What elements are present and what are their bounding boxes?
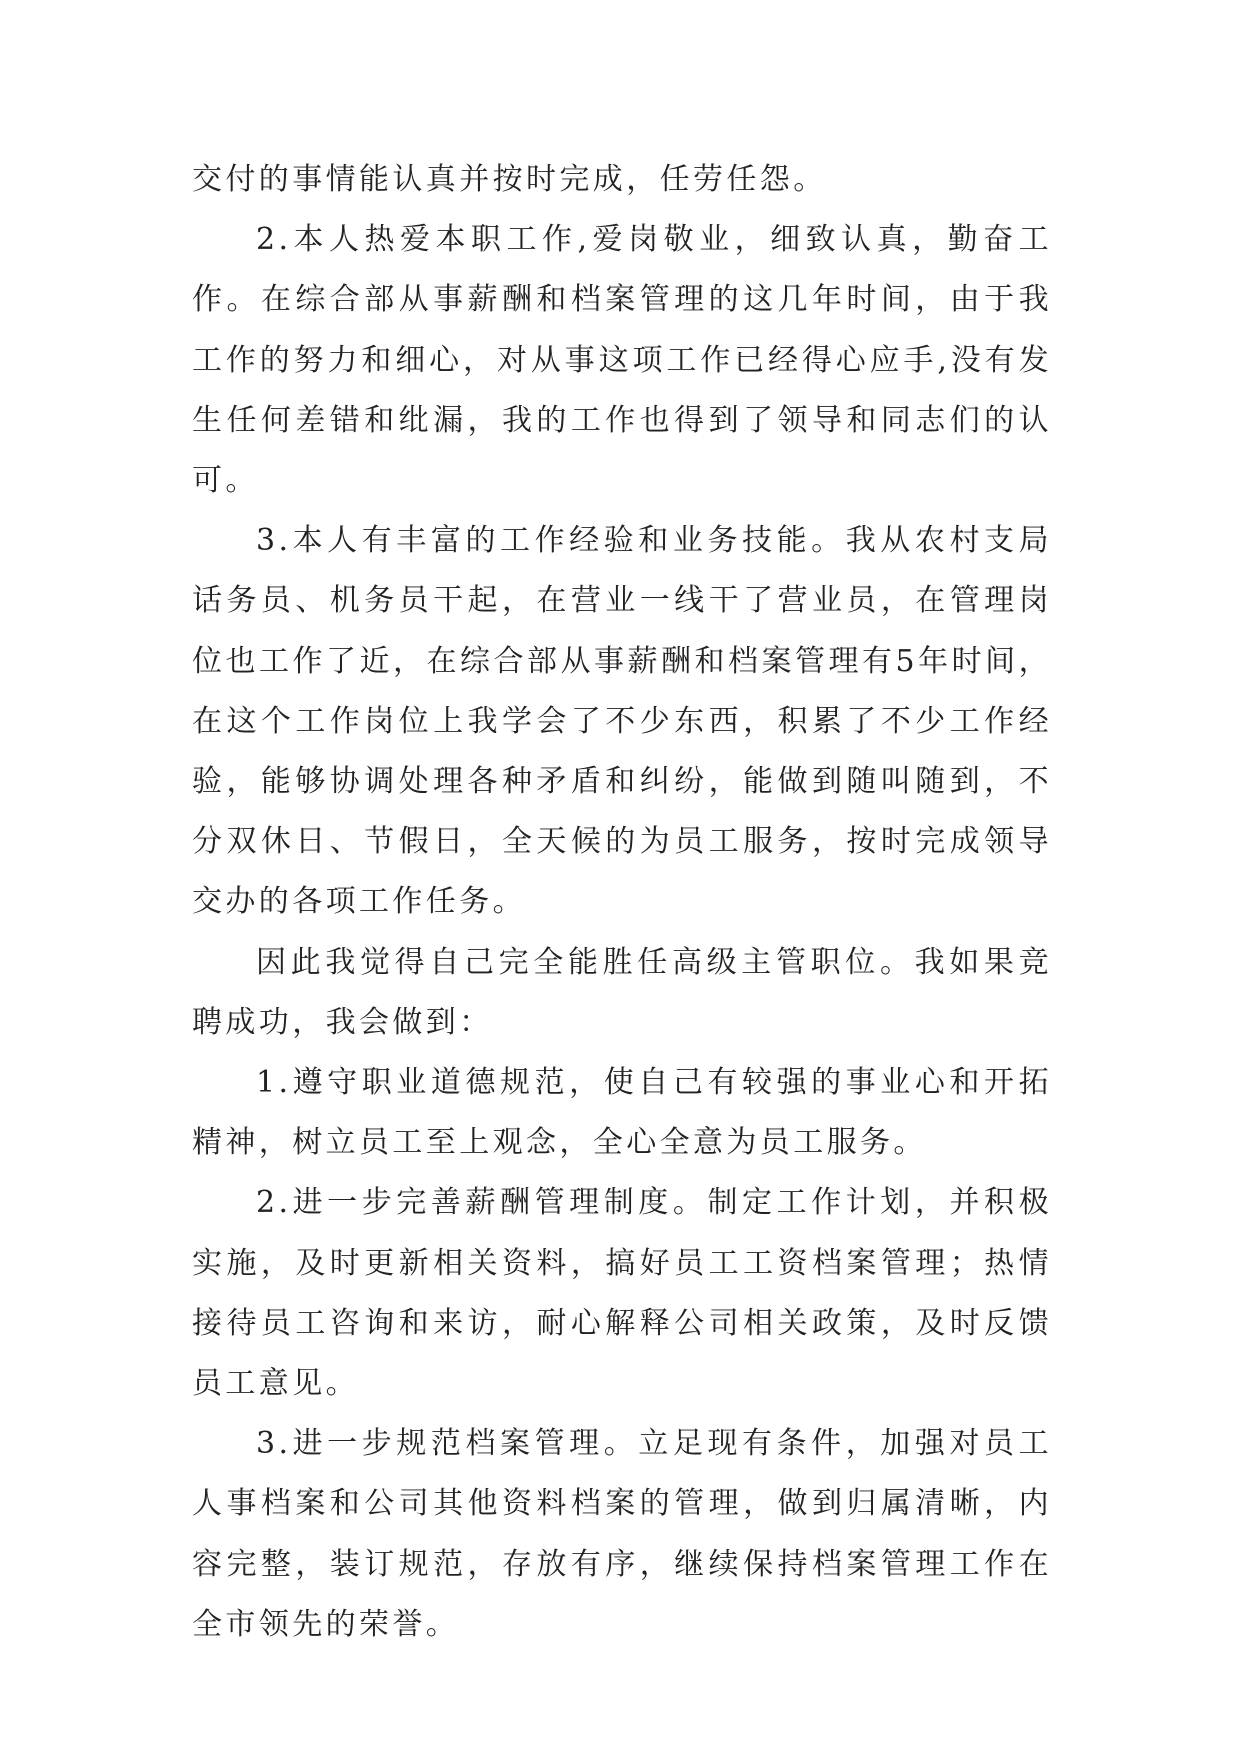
paragraph-plan-1-ethics: 1.遵守职业道德规范，使自己有较强的事业心和开拓精神，树立员工至上观念，全心全意为员工服务。 (192, 1065, 1052, 1161)
paragraph-conclusion: 因此我觉得自己完全能胜任高级主管职位。我如果竞聘成功，我会做到： (192, 944, 1052, 1040)
paragraph-point-2-dedication: 2.本人热爱本职工作,爱岗敬业，细致认真，勤奋工作。在综合部从事薪酬和档案管理的这几年时间，由于我工作的努力和细心，对从事这项工作已经得心应手,没有发生任何差错和纰漏，我的工作也得到了领导和同志们的认可。 (192, 222, 1052, 499)
paragraph-plan-2-salary: 2.进一步完善薪酬管理制度。制定工作计划，并积极实施，及时更新相关资料，搞好员工工资档案管理；热情接待员工咨询和来访，耐心解释公司相关政策，及时反馈员工意见。 (192, 1185, 1052, 1402)
paragraph-plan-3-archives: 3.进一步规范档案管理。立足现有条件，加强对员工人事档案和公司其他资料档案的管理，做到归属清晰，内容完整，装订规范，存放有序，继续保持档案管理工作在全市领先的荣誉。 (192, 1426, 1052, 1642)
paragraph-continuation: 交付的事情能认真并按时完成，任劳任怨。 (192, 162, 827, 197)
document-body (192, 150, 1052, 1655)
paragraph-point-3-experience: 3.本人有丰富的工作经验和业务技能。我从农村支局话务员、机务员干起，在营业一线干了营业员，在管理岗位也工作了近，在综合部从事薪酬和档案管理有5年时间，在这个工作岗位上我学会了不少东西，积累了不少工作经验，能够协调处理各种矛盾和纠纷，能做到随叫随到，不分双休日、节假日，全天候的为员工服务，按时完成领导交办的各项工作任务。 (192, 523, 1052, 920)
